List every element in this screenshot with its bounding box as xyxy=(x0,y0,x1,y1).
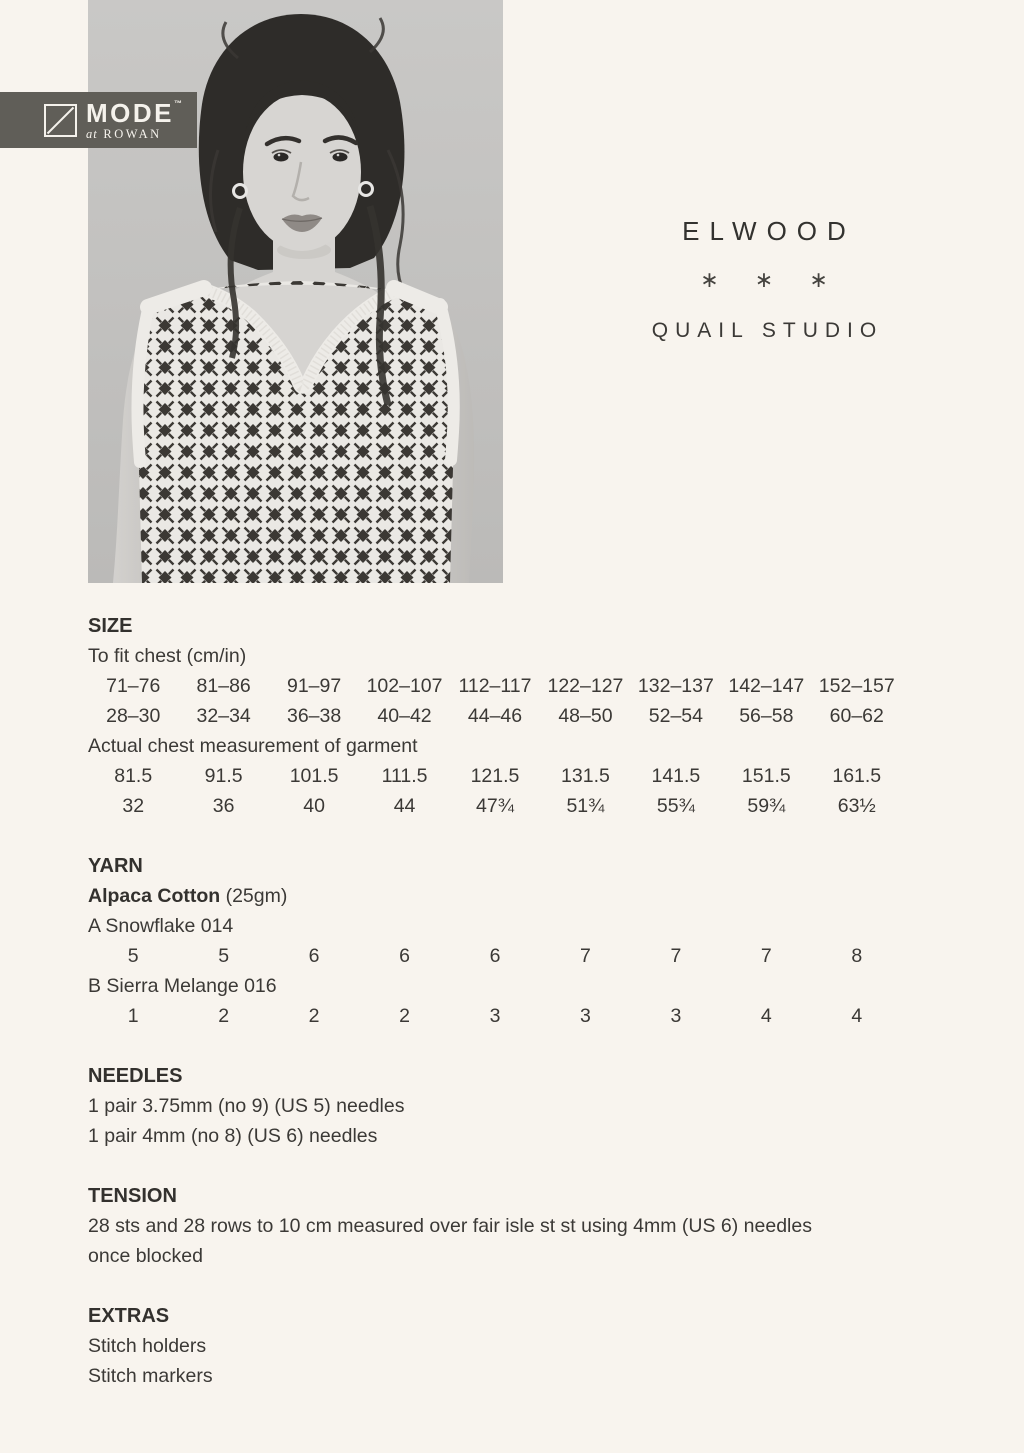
size-cell: 91–97 xyxy=(286,675,342,697)
needles-heading: NEEDLES xyxy=(88,1065,183,1087)
pattern-photo xyxy=(88,0,503,583)
qty-cell: 3 xyxy=(670,1005,682,1027)
actual-measurement-label: Actual chest measurement of garment xyxy=(88,735,418,757)
size-cell: 121.5 xyxy=(470,765,520,787)
size-cell: 151.5 xyxy=(741,765,791,787)
size-cell: 101.5 xyxy=(289,765,339,787)
size-cell: 52–54 xyxy=(648,705,703,727)
needles-line: 1 pair 4mm (no 8) (US 6) needles xyxy=(88,1125,378,1147)
size-cell: 102–107 xyxy=(366,675,443,697)
size-cell: 47¾ xyxy=(476,795,514,817)
yarn-heading: YARN xyxy=(88,855,143,877)
yarn-weight: (25gm) xyxy=(220,885,288,907)
yarn-qty-a-row xyxy=(88,941,902,971)
size-cell: 112–117 xyxy=(458,675,532,697)
size-cell: 81–86 xyxy=(196,675,251,697)
needles-line: 1 pair 3.75mm (no 9) (US 5) needles xyxy=(88,1095,405,1117)
size-cell: 51¾ xyxy=(566,795,605,817)
designer-name: QUAIL STUDIO xyxy=(651,319,884,342)
size-cell: 28–30 xyxy=(106,705,161,727)
extras-heading: EXTRAS xyxy=(88,1305,170,1327)
size-cell: 36–38 xyxy=(286,705,342,727)
size-row-in xyxy=(88,701,902,731)
size-cell: 40 xyxy=(303,795,325,817)
size-row-cm xyxy=(88,671,902,701)
actual-row-in xyxy=(88,791,902,821)
qty-cell: 5 xyxy=(127,945,139,967)
qty-cell: 2 xyxy=(399,1005,410,1027)
size-cell: 131.5 xyxy=(561,765,610,787)
qty-cell: 5 xyxy=(218,945,230,967)
yarn-name: Alpaca Cotton xyxy=(88,885,221,907)
size-section xyxy=(88,611,902,821)
size-subheading: To fit chest (cm/in) xyxy=(88,645,247,667)
qty-cell: 7 xyxy=(670,945,682,967)
size-cell: 32 xyxy=(122,795,145,817)
size-cell: 48–50 xyxy=(558,705,613,727)
tension-section xyxy=(88,1181,902,1271)
pattern-details xyxy=(88,611,902,1391)
size-cell: 44 xyxy=(393,795,416,817)
qty-cell: 4 xyxy=(760,1005,772,1027)
size-cell: 111.5 xyxy=(381,765,428,787)
size-cell: 141.5 xyxy=(651,765,701,787)
tension-text: 28 sts and 28 rows to 10 cm measured over fair isle st st using 4mm (US 6) needles xyxy=(88,1215,812,1237)
qty-cell: 6 xyxy=(308,945,320,967)
extras-line: Stitch holders xyxy=(88,1335,207,1357)
needles-section xyxy=(88,1061,902,1151)
difficulty-stars: ∗ ∗ ∗ xyxy=(700,267,843,292)
model-portrait-illustration xyxy=(88,0,503,583)
size-cell: 132–137 xyxy=(637,675,714,697)
qty-cell: 6 xyxy=(489,945,501,967)
trademark-symbol: ™ xyxy=(174,98,182,108)
size-cell: 91.5 xyxy=(204,765,243,787)
yarn-shade-b: B Sierra Melange 016 xyxy=(88,975,277,997)
size-cell: 122–127 xyxy=(547,675,624,697)
mode-at-rowan-badge xyxy=(0,92,197,148)
size-heading: SIZE xyxy=(88,615,133,637)
qty-cell: 7 xyxy=(760,945,772,967)
qty-cell: 4 xyxy=(851,1005,863,1027)
qty-cell: 3 xyxy=(580,1005,591,1027)
size-cell: 60–62 xyxy=(829,705,884,727)
size-cell: 55¾ xyxy=(656,795,695,817)
yarn-shade-a: A Snowflake 014 xyxy=(88,915,234,937)
brand-sub-prefix: at xyxy=(86,126,98,141)
size-cell: 63½ xyxy=(837,795,876,817)
size-cell: 142–147 xyxy=(728,675,805,697)
title-block xyxy=(564,216,964,343)
size-cell: 152–157 xyxy=(818,675,895,697)
brand-sub-name: ROWAN xyxy=(103,126,162,141)
yarn-name-line xyxy=(88,881,902,911)
qty-cell: 2 xyxy=(308,1005,320,1027)
qty-cell: 3 xyxy=(489,1005,501,1027)
size-cell: 59¾ xyxy=(747,795,786,817)
brand-name: MODE xyxy=(86,97,174,128)
yarn-section xyxy=(88,851,902,1031)
extras-line: Stitch markers xyxy=(88,1365,213,1387)
size-cell: 44–46 xyxy=(467,705,523,727)
qty-cell: 7 xyxy=(580,945,591,967)
extras-section xyxy=(88,1301,902,1391)
qty-cell: 8 xyxy=(851,945,863,967)
mode-logo-text xyxy=(86,97,182,141)
size-cell: 32–34 xyxy=(196,705,251,727)
tension-heading: TENSION xyxy=(88,1185,177,1207)
qty-cell: 1 xyxy=(127,1005,139,1027)
actual-row-cm xyxy=(88,761,902,791)
size-cell: 36 xyxy=(212,795,235,817)
size-cell: 40–42 xyxy=(377,705,432,727)
tension-text: once blocked xyxy=(88,1245,203,1267)
size-cell: 161.5 xyxy=(832,765,882,787)
yarn-qty-b-row xyxy=(88,1001,902,1031)
mode-logo-icon xyxy=(44,104,77,137)
qty-cell: 6 xyxy=(399,945,410,967)
qty-cell: 2 xyxy=(218,1005,230,1027)
size-cell: 56–58 xyxy=(739,705,794,727)
size-cell: 81.5 xyxy=(114,765,153,787)
pattern-title: ELWOOD xyxy=(682,216,856,246)
size-cell: 71–76 xyxy=(106,675,161,697)
